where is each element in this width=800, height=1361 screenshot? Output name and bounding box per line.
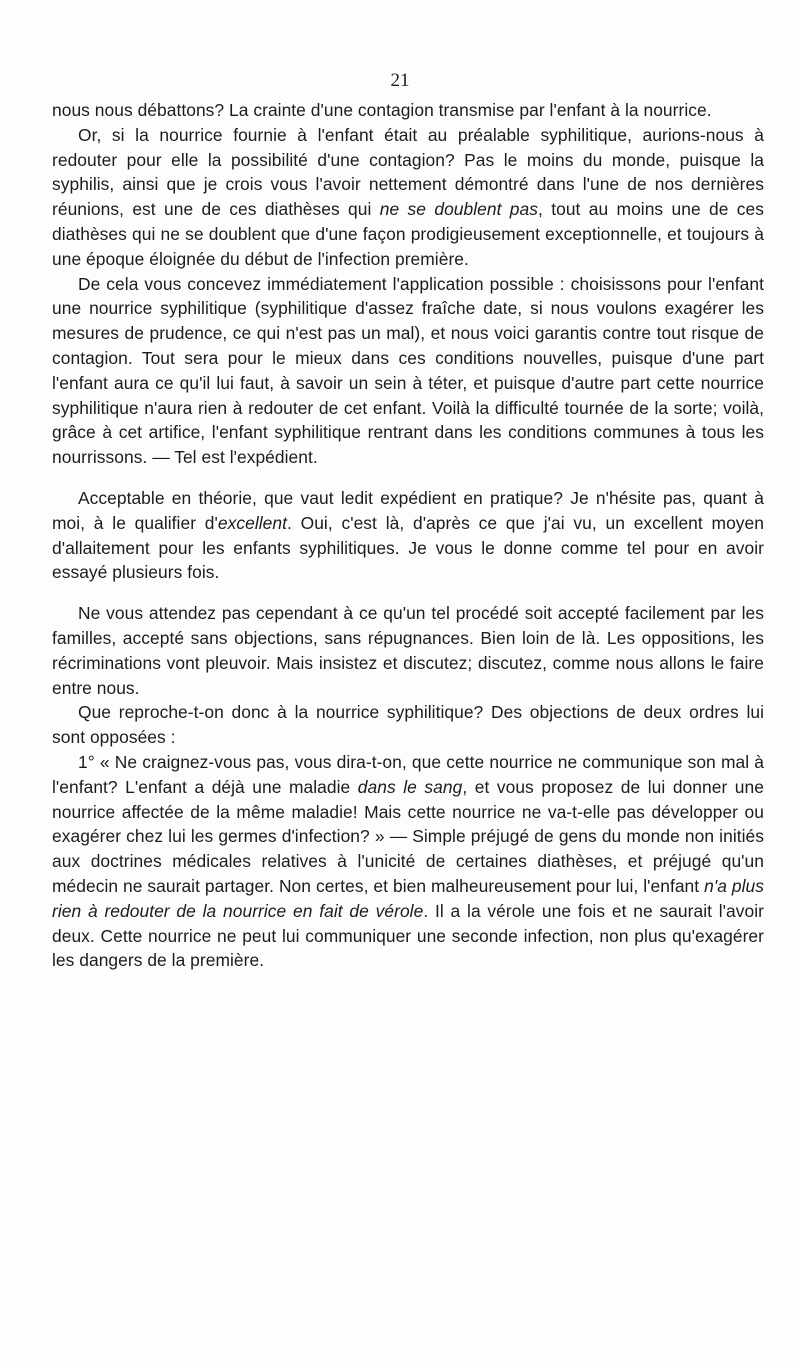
paragraph-3: De cela vous concevez immédiatement l'application possible : choisissons pour l'enfant une nourrice syphilitique (syphilitique d'assez fraîche date, si nous voulons exagérer les mesures de prudence, ce qui n'est pas un mal), et nous voici garantis contre tout risque de contagion. Tout sera pour le mieux dans ces conditions nouvelles, puisque d'une part l'enfant aura ce qu'il lui faut, à savoir un sein à téter, et puisque d'autre part cette nourrice syphilitique n'aura rien à redouter de cet enfant. Voilà la difficulté tournée de la sorte; voilà, grâce à cet artifice, l'enfant syphilitique rentrant dans les conditions communes à tous les nourrissons. — Tel est l'expédient. <box>52 273 764 468</box>
paragraph-7-emphasis-1: dans le sang <box>357 776 463 797</box>
body-text <box>52 98 764 973</box>
paragraph-4-text-end: . Oui, c'est là, d'après ce que j'ai vu, un excellent moyen d'allaitement pour les enfants syphilitiques. Je vous le donne comme tel pour en avoir essayé plusieurs fois. <box>52 512 764 583</box>
paragraph-2-text: Or, si la nourrice fournie à l'enfant était au préalable syphilitique, aurions-nous à redouter pour elle la possibilité d'une contagion? Pas le moins du monde, puisque la syphilis, ainsi que je crois vous l'avoir nettement démontré dans l'une de nos dernières réunions, est une de ces diathèses qui <box>52 124 764 220</box>
paragraph-2-emphasis: ne se doublent pas <box>379 199 538 220</box>
paragraph-6: Que reproche-t-on donc à la nourrice syphilitique? Des objections de deux ordres lui sont opposées : <box>52 702 764 748</box>
paragraph-4 <box>52 486 764 585</box>
paragraph-5: Ne vous attendez pas cependant à ce qu'un tel procédé soit accepté facilement par les familles, accepté sans objections, sans répugnances. Bien loin de là. Les oppositions, les récriminations vont pleuvoir. Mais insistez et discutez; discutez, comme nous allons le faire entre nous. <box>52 603 764 698</box>
paragraph-2 <box>52 123 764 272</box>
paragraph-7-text-mid: , et vous proposez de lui donner une nourrice affectée de la même maladie! Mais cette nourrice ne va-t-elle pas développer ou exagérer chez lui les germes d'infection? » — Simple préjugé de gens du monde non initiés aux doctrines médicales relatives à l'unicité de certaines diathèses, et préjugé qu'un médecin ne saurait partager. Non certes, et bien malheureusement pour lui, l'enfant <box>52 776 764 896</box>
paragraph-4-emphasis: excellent <box>217 512 287 533</box>
paragraph-2-text-end: , tout au moins une de ces diathèses qui ne se doublent que d'une façon prodigieusement exceptionnelle, et toujours à une époque éloignée du début de l'infection première. <box>52 199 764 269</box>
paragraph-7-text: 1° « Ne craignez-vous pas, vous dira-t-on, que cette nourrice ne communique son mal à l'enfant? L'enfant a déjà une maladie <box>52 751 764 797</box>
paragraph-4-text: Acceptable en théorie, que vaut ledit expédient en pratique? Je n'hésite pas, quant à moi, à le qualifier d' <box>52 487 764 533</box>
paragraph-7-emphasis-2: n'a plus rien à redouter de la nourrice en fait de vérole <box>52 875 764 921</box>
paragraph-1: nous nous débattons? La crainte d'une contagion transmise par l'enfant à la nourrice. <box>52 100 712 120</box>
paragraph-7-text-end: . Il a la vérole une fois et ne saurait l'avoir deux. Cette nourrice ne peut lui communiquer une seconde infection, non plus qu'exagérer les dangers de la première. <box>52 900 764 971</box>
paragraph-7 <box>52 750 764 973</box>
page-number: 21 <box>390 70 410 91</box>
